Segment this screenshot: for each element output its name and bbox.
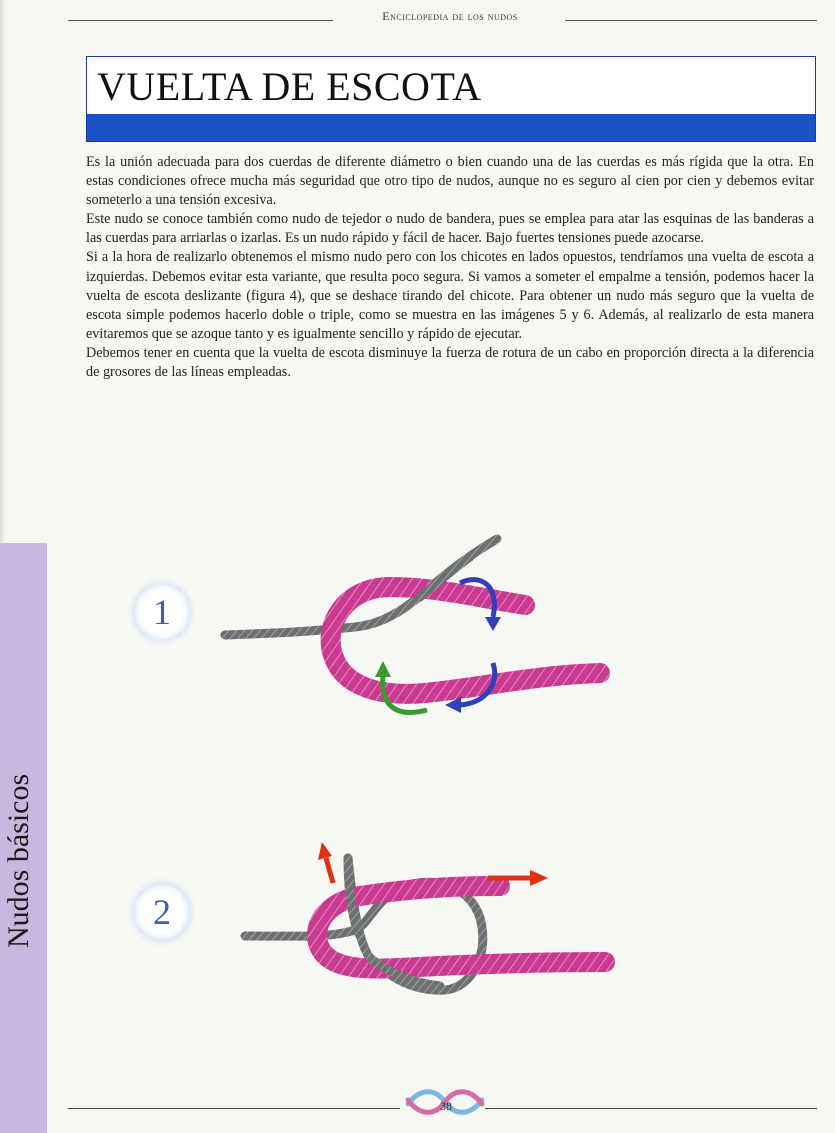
figure-number-badge: 1: [135, 585, 189, 639]
page-edge-shadow: [0, 0, 6, 543]
side-tab-label-wrap: [0, 543, 45, 1133]
arrow-red-up: [326, 858, 333, 883]
header-rule-right: [565, 20, 817, 21]
title-blue-band: [87, 114, 815, 141]
paragraph: Debemos tener en cuenta que la vuelta de escota disminuye la fuerza de rotura de un cabo en proporción directa a la diferencia de grosores de las líneas empleadas.: [86, 344, 814, 381]
paragraph: Es la unión adecuada para dos cuerdas de diferente diámetro o bien cuando una de las cuerdas es más rígida que la otra. En estas condiciones ofrece mucha más seguridad que otro tipo de nudos, aunque no es seguro al cien por cien y debemos evitar someterlo a una tensión excesiva.: [86, 154, 814, 209]
knot-illustration-step-1: [215, 525, 615, 730]
footer-rule-right: [485, 1108, 817, 1109]
page-number: 38: [440, 1099, 452, 1113]
side-tab-label: Nudos básicos: [2, 773, 35, 948]
running-header: [0, 8, 835, 28]
running-title: Enciclopedia de los nudos: [382, 9, 518, 23]
pink-rope: [331, 587, 600, 694]
footer-rule-left: [68, 1108, 400, 1109]
page-title: VUELTA DE ESCOTA: [97, 64, 482, 109]
knot-illustration-step-2: [240, 838, 620, 1018]
title-box: [86, 56, 816, 142]
header-rule-left: [68, 20, 333, 21]
body-text: [86, 153, 814, 382]
section-side-tab: [0, 543, 47, 1133]
paragraph: Si a la hora de realizarlo obtenemos el mismo nudo pero con los chicotes en lados opuestos, tendríamos una vuelta de escota a izquierdas. Debemos evitar esta variante, que resulta poco segura. Si vamos a someter el empalme a tensión, podemos hacer la vuelta de escota deslizante (figura 4), que se deshace tirando del chicote. Para obtener un nudo más seguro que la vuelta de escota simple podemos hacerlo doble o triple, como se muestra en las imágenes 5 y 6. Además, al realizarlo de esta manera evitaremos que se azoque tanto y es igualmente sencillo y rápido de ejecutar.: [86, 249, 814, 342]
paragraph: Este nudo se conoce también como nudo de tejedor o nudo de bandera, pues se emplea para atar las esquinas de las banderas a las cuerdas para arriarlas o izarlas. Es un nudo rápido y fácil de hacer. Bajo fuertes tensiones puede azocarse.: [86, 211, 814, 247]
figure-number-badge: 2: [135, 885, 189, 939]
